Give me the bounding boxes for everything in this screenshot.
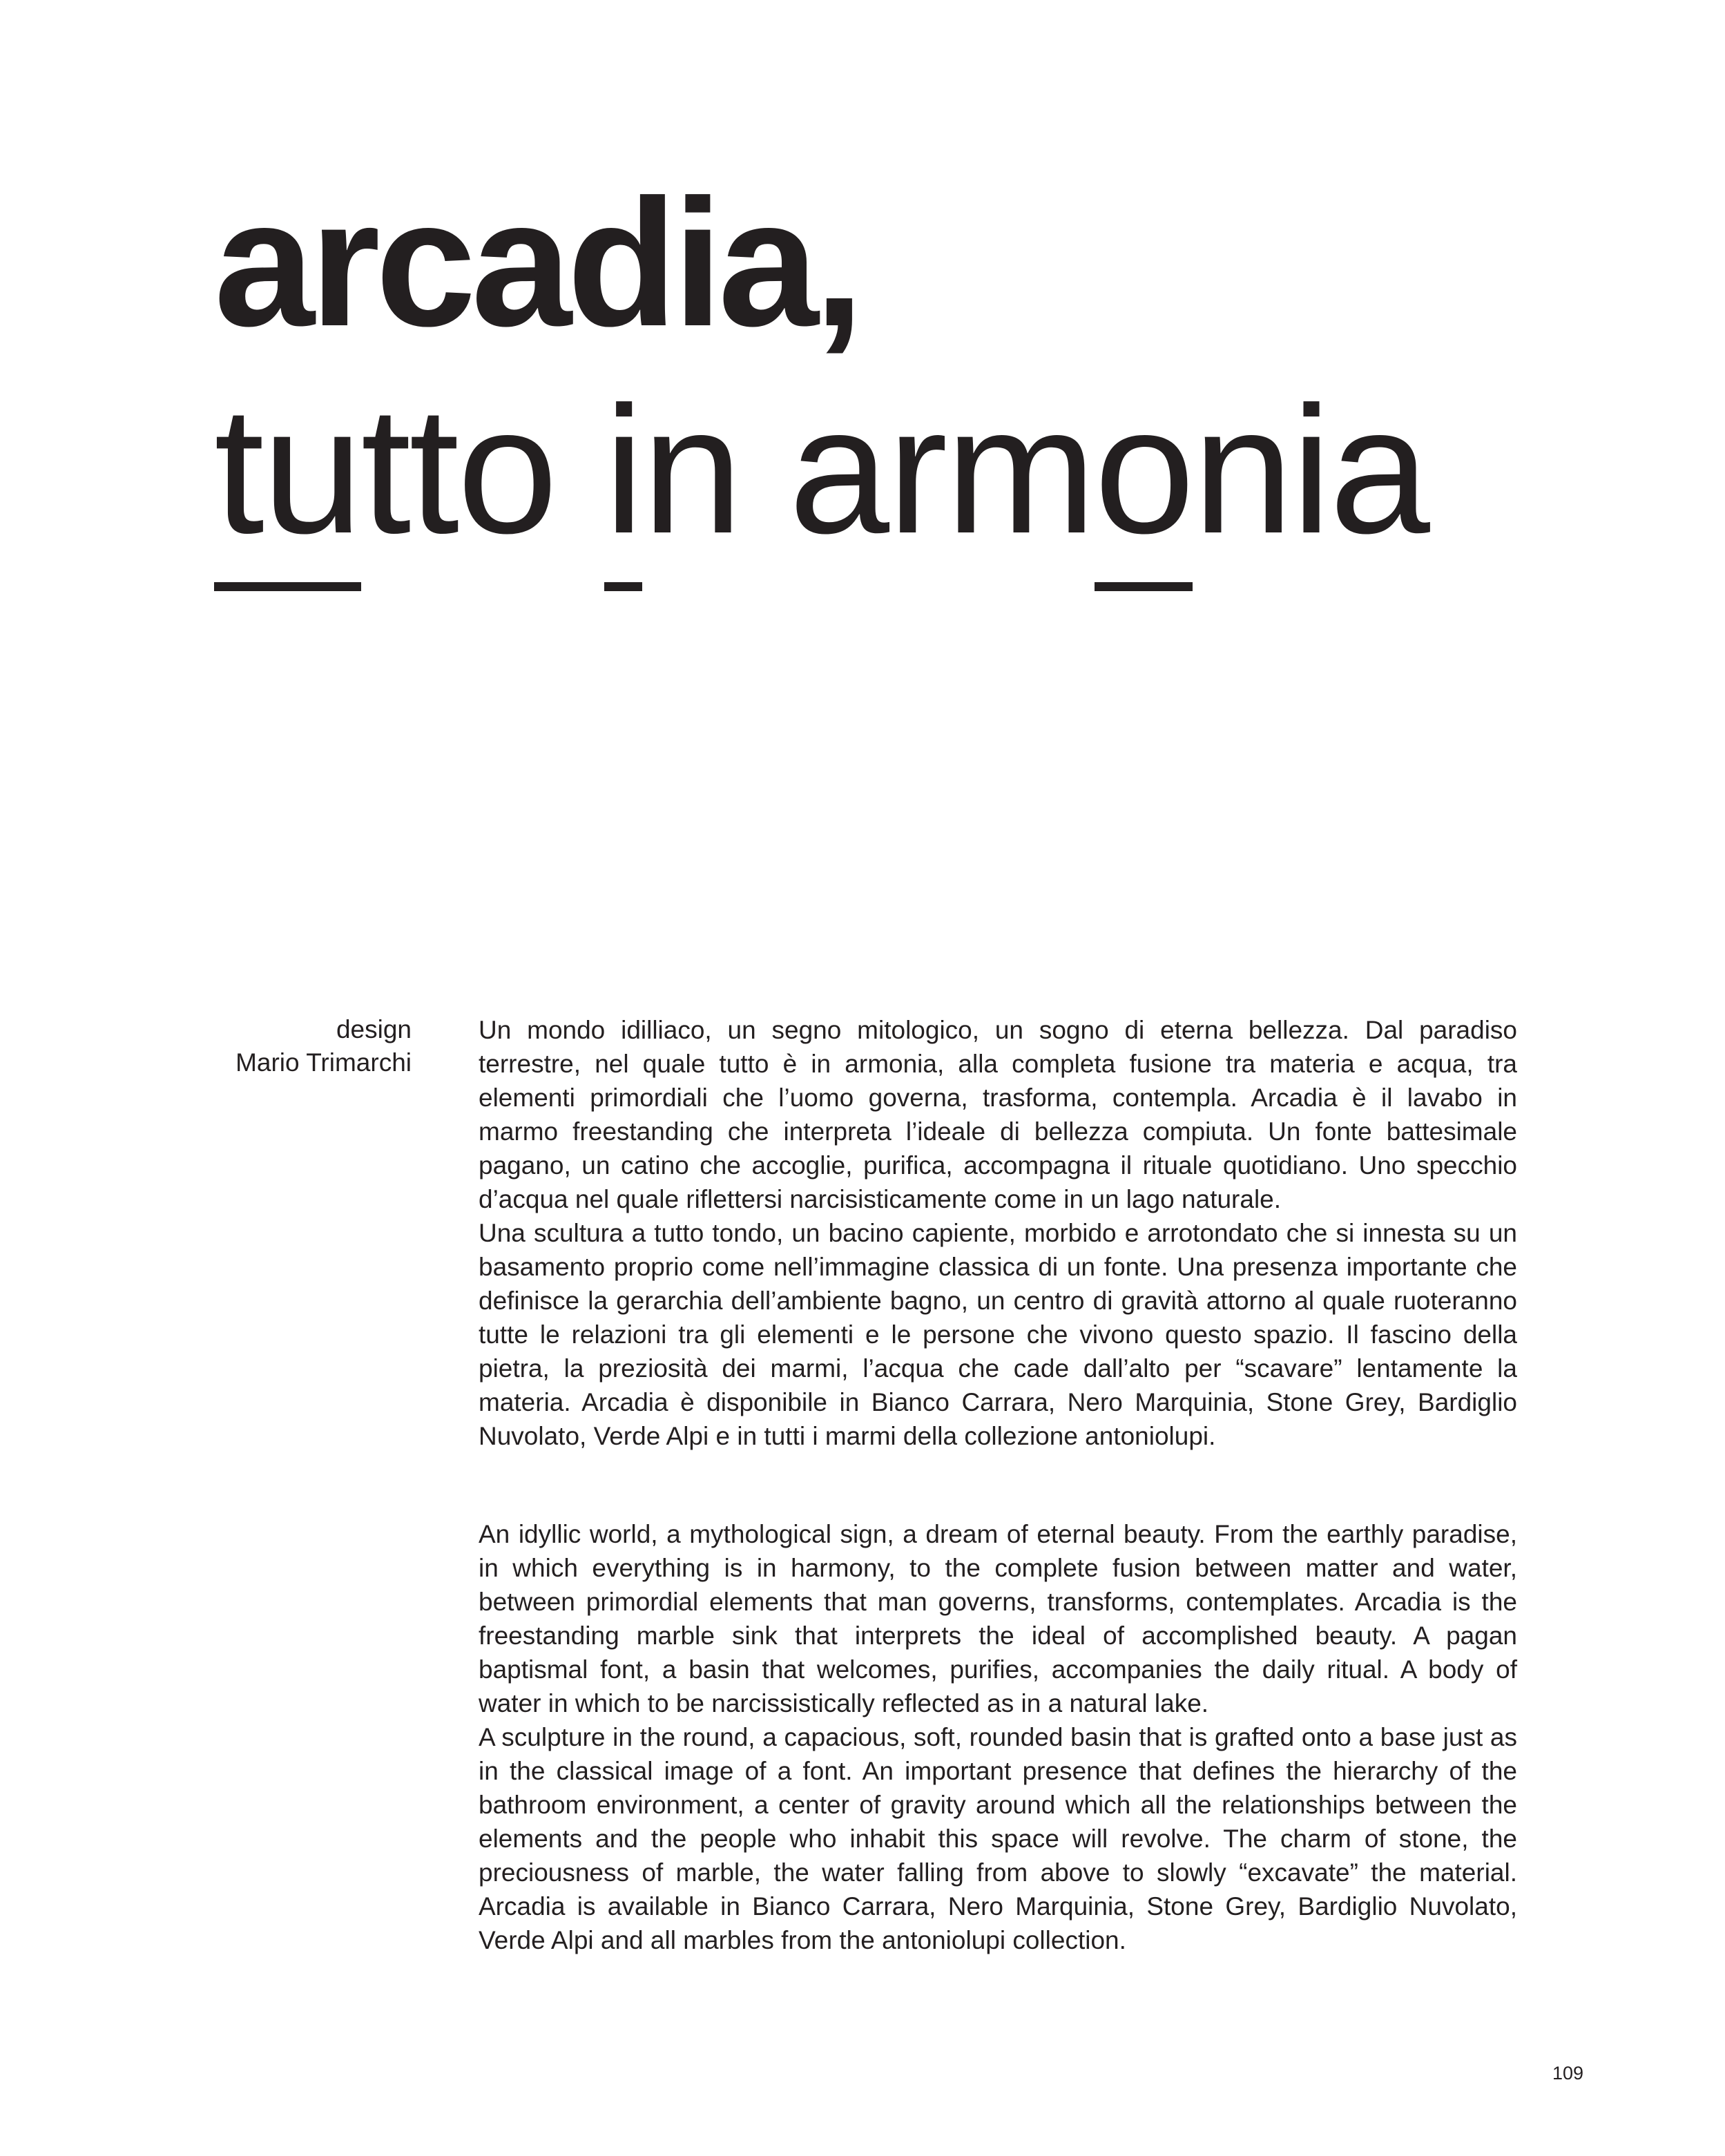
designer-name: Mario Trimarchi <box>235 1048 412 1077</box>
title-part-underlined-o: o <box>1094 369 1193 571</box>
english-description <box>479 1517 1517 1957</box>
page-number: 109 <box>1552 2063 1584 2083</box>
paragraph: An idyllic world, a mythological sign, a dream of eternal beauty. From the earthly paradise, in which everything is in harmony, to the complete fusion between matter and water, between primordial elements that man governs, transforms, contemplates. Arcadia is the freestanding marble sink that interprets the ideal of accomplished beauty. A pagan baptismal font, a basin that welcomes, purifies, accompanies the daily ritual. A body of water in which to be narcissistically reflected as in a natural lake. <box>479 1520 1517 1717</box>
paragraph: Un mondo idilliaco, un segno mitologico, un sogno di eterna bellezza. Dal paradiso terrestre, nel quale tutto è in armonia, alla completa fusione tra materia e acqua, tra elementi primordiali che l’uomo governa, trasforma, contempla. Arcadia è il lavabo in marmo freestanding che interpreta l’ideale di bellezza compiuta. Un fonte battesimale pagano, un catino che accoglie, purifica, accompagna il rituale quotidiano. Uno specchio d’acqua nel quale riflettersi narcisisticamente come in un lago naturale. <box>479 1016 1517 1213</box>
title-part: tto <box>360 369 604 571</box>
design-credit <box>235 1013 412 1079</box>
title-part-underlined-i: i <box>604 369 642 571</box>
paragraph: A sculpture in the round, a capacious, soft, rounded basin that is grafted onto a base just as in the classical image of a font. An important presence that defines the hierarchy of the bathroom environment, a center of gravity around which all the relationships between the elements and the people who inhabit this space will revolve. The charm of stone, the preciousness of marble, the water falling from above to slowly “excavate” the material. Arcadia is available in Bianco Carrara, Nero Marquinia, Stone Grey, Bardiglio Nuvolato, Verde Alpi and all marbles from the antoniolupi collection. <box>479 1723 1517 1954</box>
title-heading-subtitle <box>214 369 1428 571</box>
title-heading-bold: arcadia, <box>214 162 860 364</box>
title-part-underlined-tu: tu <box>214 369 361 571</box>
italian-description <box>479 1013 1517 1453</box>
title-part: nia <box>1193 369 1428 571</box>
title-part: n arm <box>642 369 1095 571</box>
paragraph: Una scultura a tutto tondo, un bacino capiente, morbido e arrotondato che si innesta su un basamento proprio come nell’immagine classica di un fonte. Una presenza importante che definisce la gerarchia dell’ambiente bagno, un centro di gravità attorno al quale ruoteranno tutte le relazioni tra gli elementi e le persone che vivono questo spazio. Il fascino della pietra, la preziosità dei marmi, l’acqua che cade dall’alto per “scavare” lentamente la materia. Arcadia è disponibile in Bianco Carrara, Nero Marquinia, Stone Grey, Bardiglio Nuvolato, Verde Alpi e in tutti i marmi della collezione antoniolupi. <box>479 1219 1517 1450</box>
credit-label: design <box>336 1015 412 1043</box>
